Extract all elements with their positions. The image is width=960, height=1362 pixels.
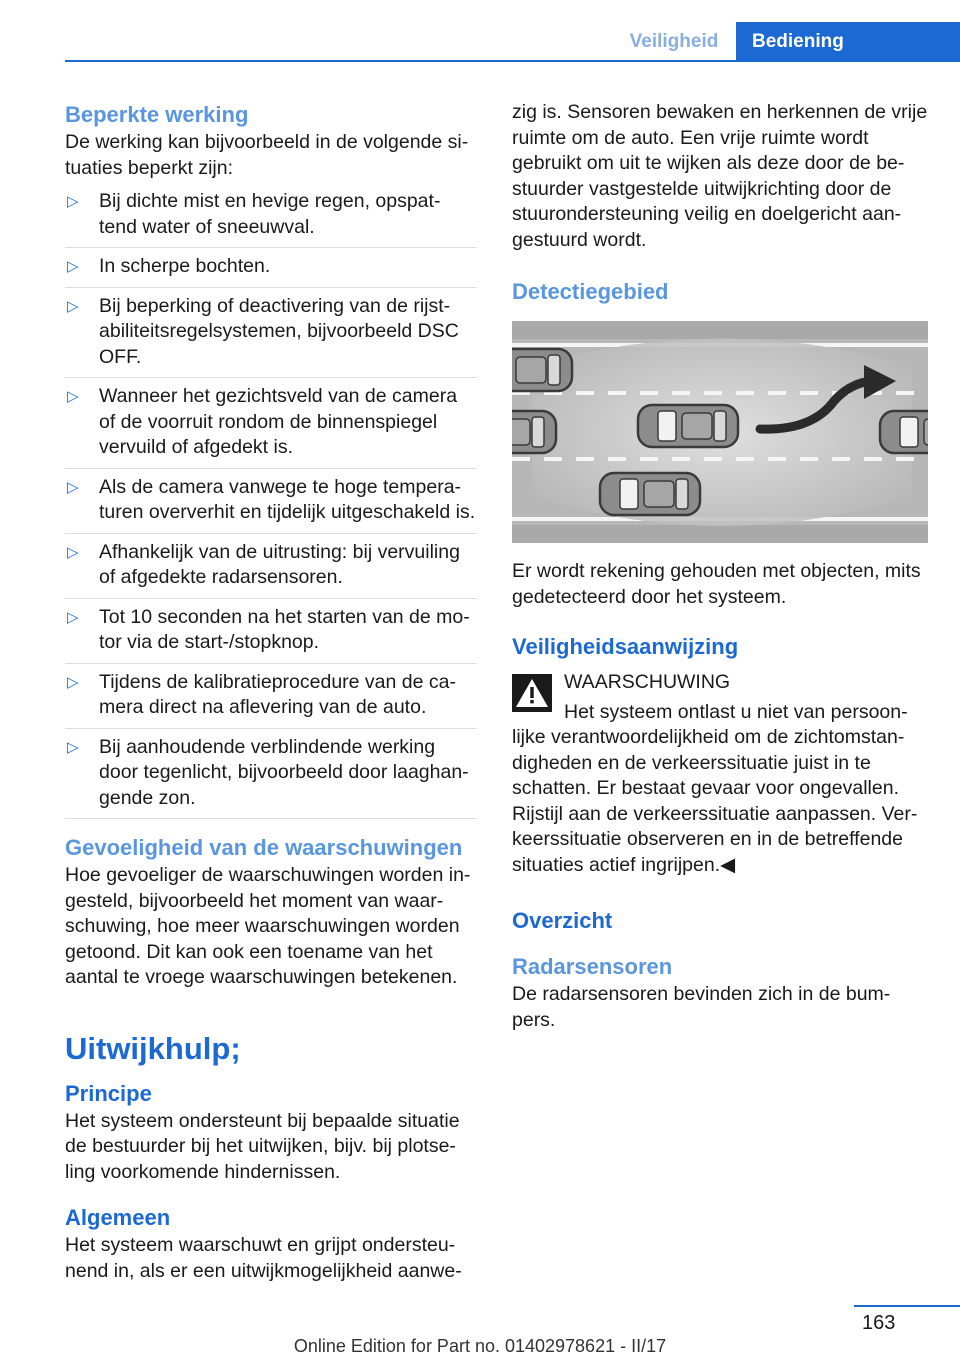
triangle-right-icon: ▷ [67,388,79,405]
triangle-right-icon: ▷ [67,543,79,561]
triangle-right-icon: ▷ [67,193,79,210]
veiligheid-heading: Veiligheidsaanwijzing [512,634,739,659]
figure-caption: Er wordt rekening gehouden met objecten, mits gedetecteerd door het systeem. [512,560,921,608]
detection-area-figure [512,321,928,543]
list-item [65,605,477,664]
radar-heading: Radarsensoren [512,954,673,979]
gevoeligheid-heading: Gevoeligheid van de waarschuwingen [65,835,463,860]
list-item-text: Bij aanhoudende verblindende werking door tegenlicht, bijvoorbeeld door laaghan-gende zon. [99,735,469,809]
overzicht-heading: Overzicht [512,908,613,933]
list-item [65,189,477,248]
list-item-text: Als de camera vanwege te hoge tempera-turen oververhit en tijdelijk uitgeschakeld is. [99,475,476,523]
page-number: 163 [862,1312,896,1334]
list-item-text: Wanneer het gezichtsveld van de camera of de voorruit rondom de binnenspiegel vervuild of afgedekt is. [99,385,458,458]
principe-heading: Principe [65,1080,152,1106]
list-item [65,475,477,534]
warning-line-1: Het systeem ontlast u niet van persoon- [564,700,908,723]
list-item [65,254,477,288]
left-column [65,100,477,1284]
gevoeligheid-text: Hoe gevoeliger de waarschuwingen worden in-gesteld, bijvoorbeeld het moment van waar-schuwing, hoe meer waarschuwingen worden getoond. Dit kan ook een toename van het aantal te vroege waarschuwingen betekenen. [65,864,471,988]
page-title: Uitwijkhulp; [65,1030,241,1066]
warning-text: lijke verantwoordelijkheid om de zichtomstan-digheden en de verkeerssituatie juist in te schatten. Er bestaat gevaar voor ongevallen. Rijstijl aan de verkeerssituatie aanpassen. Ver-keerssituatie observeren en in de betreffende situaties actief ingrijpen.◀ [512,726,918,876]
warning-block [512,670,928,878]
tab-veiligheid[interactable]: Veiligheid [629,31,719,52]
tab-bediening[interactable]: Bediening [736,22,960,62]
algemeen-text-continued: zig is. Sensoren bewaken en herkennen de vrije ruimte om de auto. Een vrije ruimte wordt gebruikt om uit te wijken als deze door de be-stuurder vastgestelde uitwijkrichting door de stuurondersteuning veilig en doelgericht aan-gestuurd wordt. [512,101,928,251]
list-item [65,540,477,599]
algemeen-text: Het systeem waarschuwt en grijpt ondersteu-nend in, als er een uitwijkmogelijkheid aanwe- [65,1234,462,1282]
footer-rule [854,1305,960,1307]
warning-title: WAARSCHUWING [564,671,731,693]
detectie-heading: Detectiegebied [512,279,669,304]
list-item-text: Tot 10 seconden na het starten van de mo-tor via de start-/stopknop. [99,605,470,653]
list-item [65,384,477,469]
triangle-right-icon: ▷ [67,258,79,275]
right-column [512,100,928,1033]
list-item-text: Tijdens de kalibratieprocedure van de ca-mera direct na aflevering van de auto. [99,670,456,718]
radar-text: De radarsensoren bevinden zich in de bum-pers. [512,983,891,1031]
triangle-right-icon: ▷ [67,673,79,691]
warning-triangle-icon [512,674,552,712]
header-rule [65,60,960,62]
list-item-text: In scherpe bochten. [99,255,271,277]
list-item-text: Bij dichte mist en hevige regen, opspat-tend water of sneeuwval. [99,190,441,238]
algemeen-heading: Algemeen [65,1205,171,1230]
triangle-right-icon: ▷ [67,297,79,315]
edition-label: Online Edition for Part no. 01402978621 - II/17 [293,1336,667,1356]
triangle-right-icon: ▷ [67,738,79,756]
list-item [65,735,477,820]
beperkte-intro: De werking kan bijvoorbeeld in de volgende si-tuaties beperkt zijn: [65,131,469,179]
list-item-text: Bij beperking of deactivering van de rijst-abiliteitsregelsystemen, bijvoorbeeld DSC OFF. [99,294,459,368]
beperkte-heading: Beperkte werking [65,102,249,127]
triangle-right-icon: ▷ [67,478,79,496]
list-item-text: Afhankelijk van de uitrusting: bij vervuiling of afgedekte radarsensoren. [99,540,460,588]
list-item [65,670,477,729]
principe-text: Het systeem ondersteunt bij bepaalde situatie de bestuurder bij het uitwijken, bijv. bij plotse-ling voorkomende hindernissen. [65,1109,460,1183]
list-item [65,294,477,379]
triangle-right-icon: ▷ [67,608,79,626]
limitations-list [65,189,477,819]
